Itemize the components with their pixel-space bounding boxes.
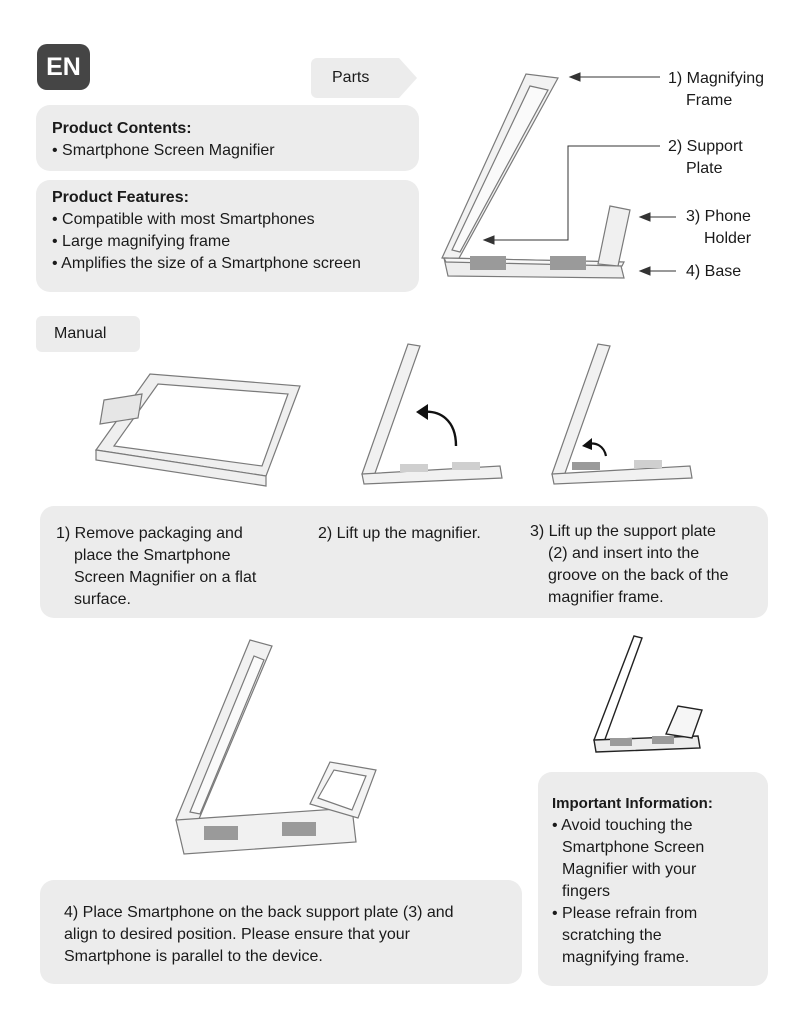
step4-text: 4) Place Smartphone on the back support plate (3) and align to desired position. Please ensure that your Smartphone is parallel to the device. bbox=[64, 904, 454, 965]
product-features-heading: Product Features: bbox=[52, 189, 189, 206]
language-badge: EN bbox=[37, 44, 90, 90]
product-contents-item: • Smartphone Screen Magnifier bbox=[52, 142, 275, 159]
step1-text: 1) Remove packaging and place the Smartphone Screen Magnifier on a flat surface. bbox=[56, 525, 257, 608]
part-label-base: 4) Base bbox=[686, 263, 742, 280]
product-contents-heading: Product Contents: bbox=[52, 120, 192, 137]
step3-text: 3) Lift up the support plate (2) and insert into the groove on the back of the magnifier frame. bbox=[530, 523, 729, 606]
part-label-magnifying-frame: 1) Magnifying Frame bbox=[668, 70, 765, 109]
product-features-item: • Large magnifying frame bbox=[52, 233, 231, 250]
part-label-support-plate: 2) Support Plate bbox=[668, 138, 743, 177]
important-info-text: • Avoid touching the Smartphone Screen Magnifier with your fingers • Please refrain from scratching the magnifying frame. bbox=[552, 817, 705, 966]
important-info-heading: Important Information: bbox=[552, 795, 713, 812]
part-label-phone-holder: 3) Phone Holder bbox=[686, 208, 752, 247]
product-features-item: • Compatible with most Smartphones bbox=[52, 211, 315, 228]
parts-tab-label: Parts bbox=[332, 69, 370, 86]
step2-text: 2) Lift up the magnifier. bbox=[318, 525, 481, 542]
product-features-item: • Amplifies the size of a Smartphone screen bbox=[52, 255, 361, 272]
manual-tab-label: Manual bbox=[54, 325, 107, 342]
